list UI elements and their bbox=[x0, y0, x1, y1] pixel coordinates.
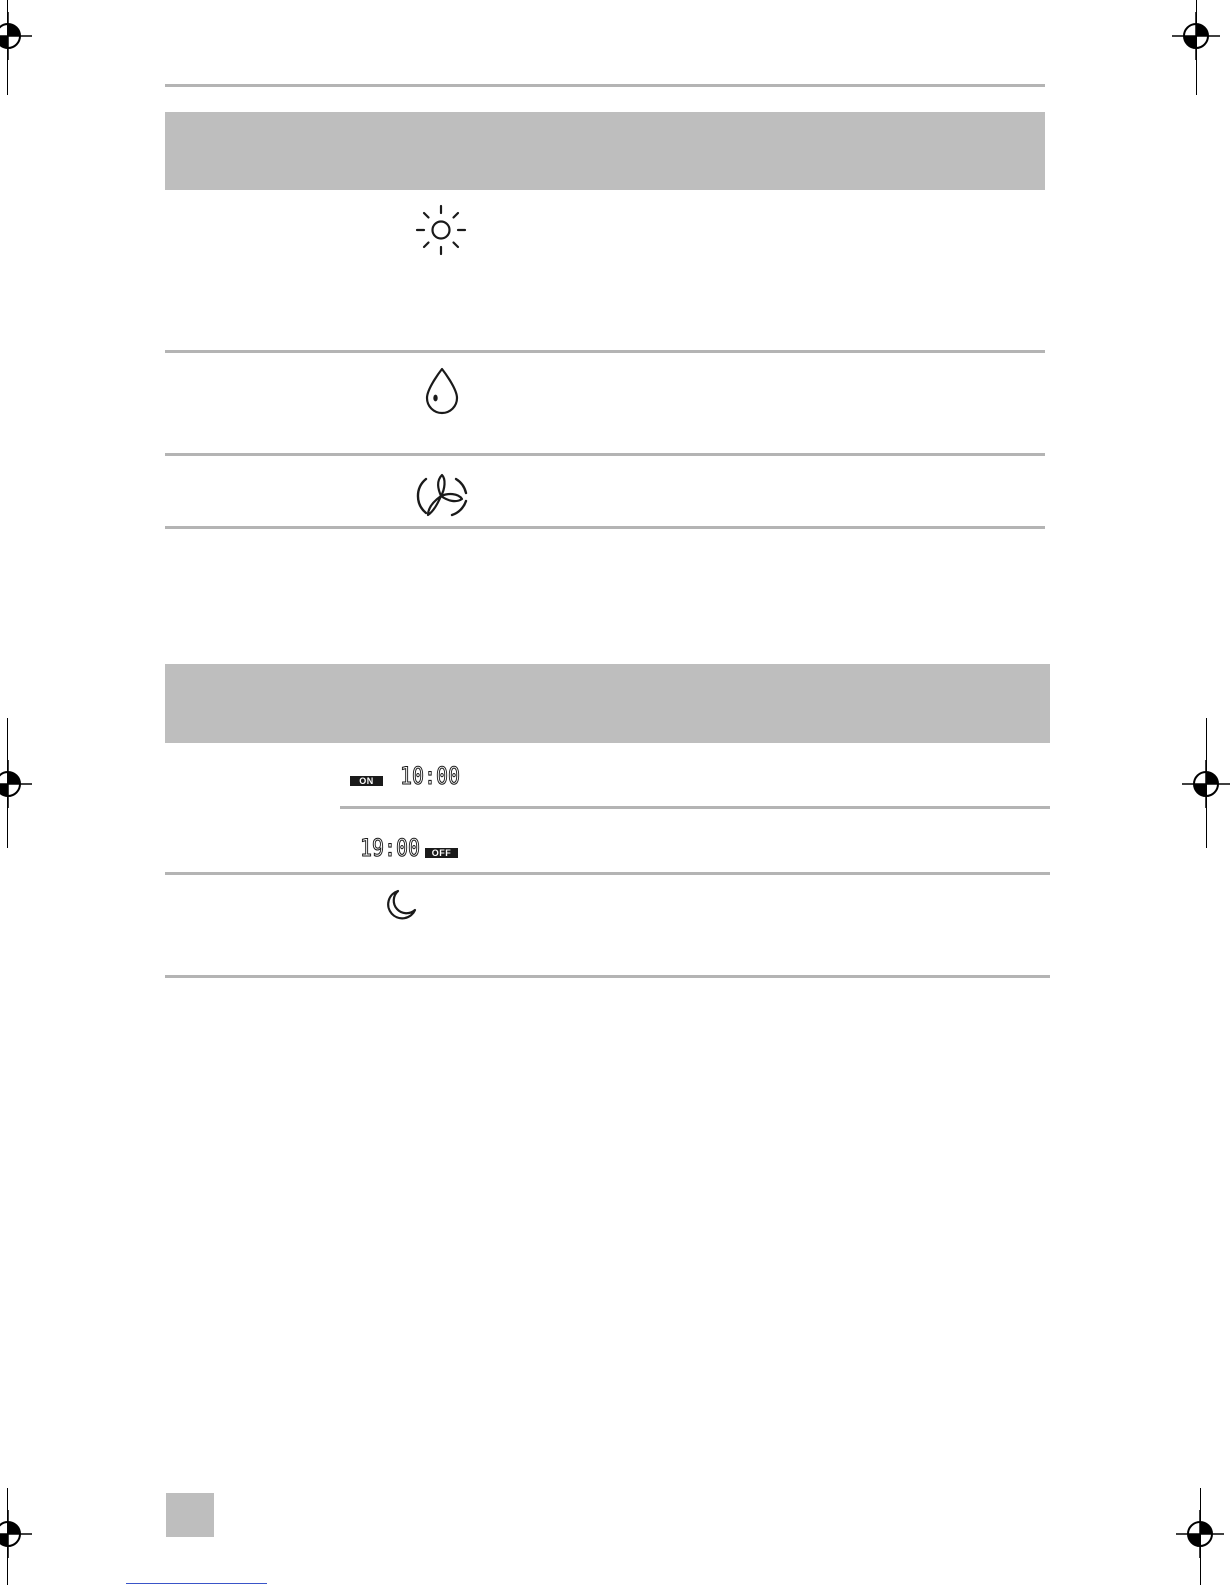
table-1-divider bbox=[165, 453, 1045, 456]
table-2-divider bbox=[165, 872, 1050, 875]
timer-off-time-text: 19:00 bbox=[360, 834, 420, 862]
timer-off-time-display bbox=[358, 834, 422, 860]
crop-line-mid-left-vertical bbox=[7, 718, 8, 848]
crop-line-top-left-vertical bbox=[7, 0, 8, 95]
page-top-rule bbox=[165, 84, 1045, 87]
fan-icon bbox=[412, 469, 470, 523]
timer-on-badge: ON bbox=[350, 776, 383, 786]
table-1-bottom-rule bbox=[165, 526, 1045, 529]
table-2-bottom-rule bbox=[165, 975, 1050, 978]
registration-mark-bottom-left bbox=[0, 1510, 32, 1558]
table-1-divider bbox=[165, 350, 1045, 353]
registration-mark-mid-left bbox=[0, 760, 32, 808]
water-drop-icon bbox=[421, 366, 463, 416]
timer-subdivider bbox=[340, 806, 1050, 809]
timer-on-time-display bbox=[398, 762, 462, 788]
table-2-header bbox=[165, 664, 1050, 743]
table-1-header bbox=[165, 112, 1045, 190]
crop-line-top-right-vertical bbox=[1196, 0, 1197, 95]
sun-icon bbox=[414, 203, 468, 257]
page-number-box bbox=[166, 1493, 214, 1537]
crop-line-bottom-right-vertical bbox=[1200, 1488, 1201, 1585]
timer-off-badge: OFF bbox=[425, 848, 458, 858]
bottom-underline bbox=[126, 1583, 267, 1584]
timer-on-time-text: 10:00 bbox=[400, 762, 460, 790]
crop-line-mid-right-vertical bbox=[1206, 718, 1207, 848]
crop-line-bottom-left-vertical bbox=[7, 1488, 8, 1585]
registration-mark-top-left bbox=[0, 12, 32, 60]
moon-icon bbox=[384, 888, 418, 922]
